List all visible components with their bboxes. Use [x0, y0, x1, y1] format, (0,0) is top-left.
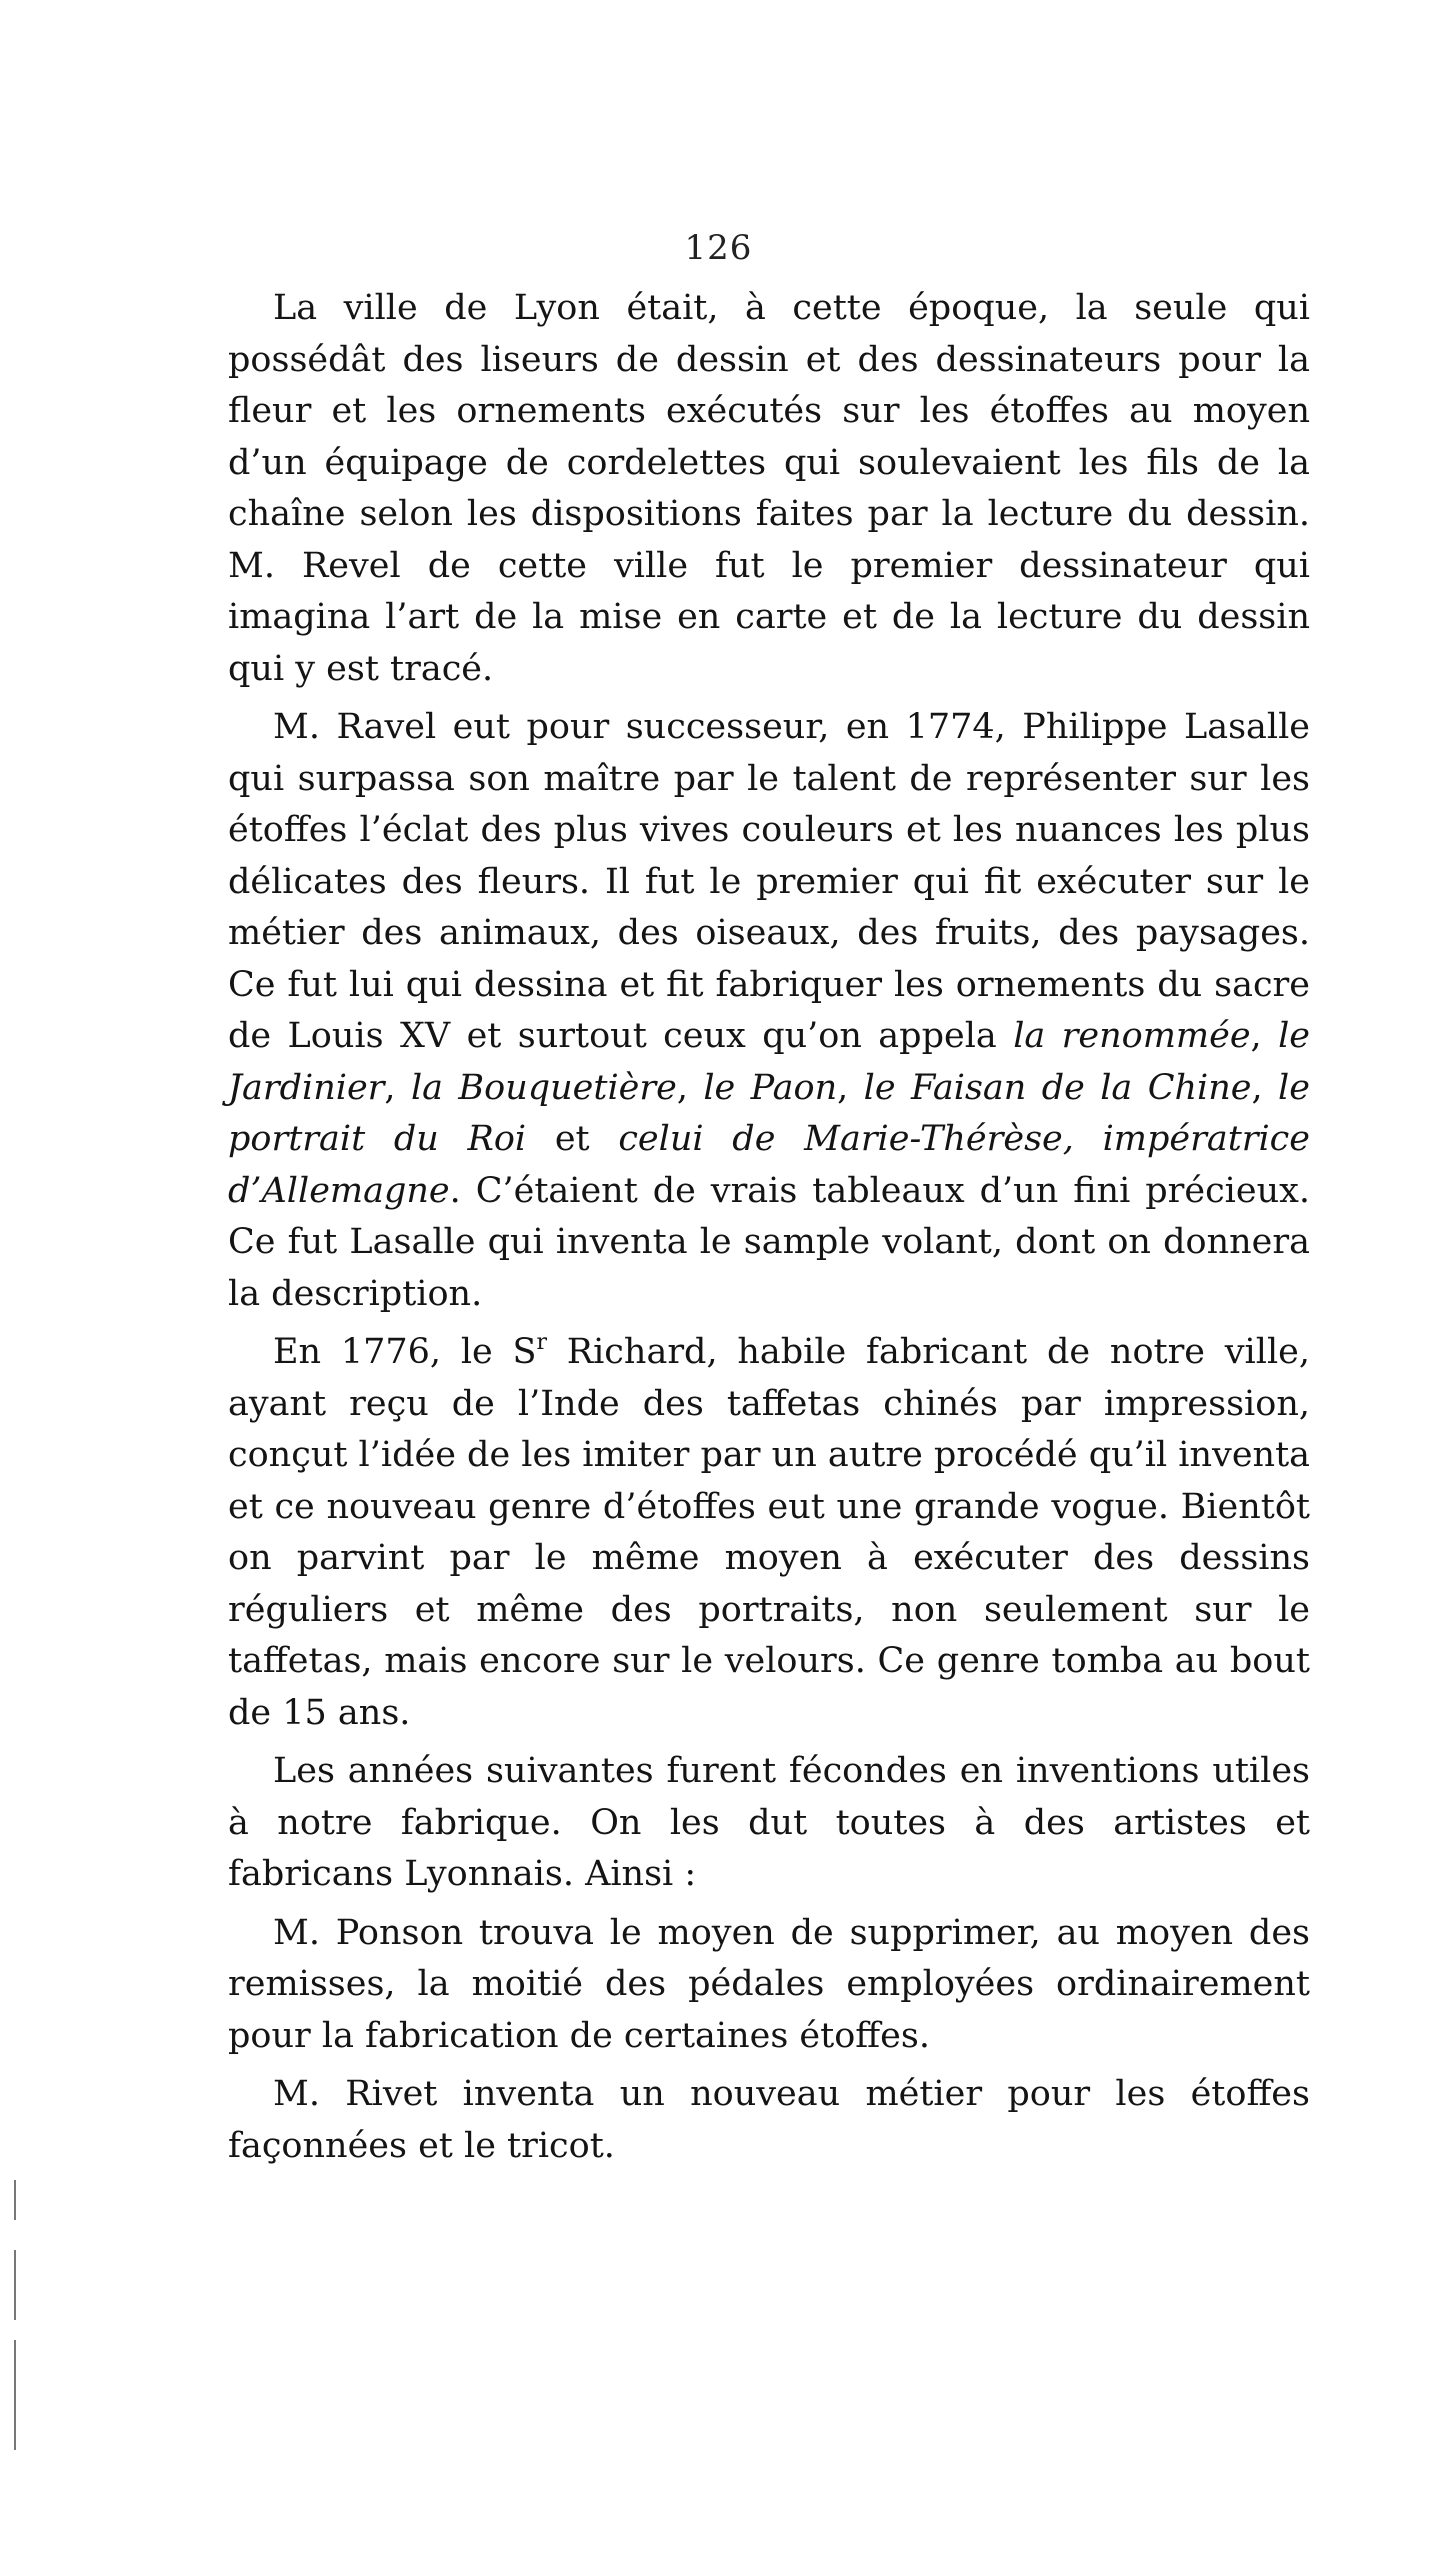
- paragraph: [228, 702, 1310, 1320]
- text-run: Richard, habile fabricant de notre ville, ayant reçu de l’Inde des taffetas chinés par impression, conçut l’idée de les imiter par un autre procédé qu’il inventa et ce nouveau genre d’étoffes eut une grande vogue. Bientôt on parvint par le même moyen à exécuter des dessins réguliers et même des portraits, non seulement sur le taffetas, mais encore sur le velours. Ce genre tomba au bout de 15 ans.: [228, 1332, 1310, 1733]
- italic-text: celui de Marie-Thérèse, impératrice d’Allemagne: [228, 1119, 1310, 1211]
- paragraph: [228, 1908, 1310, 2063]
- text-run: La ville de Lyon était, à cette époque, la seule qui possédât des liseurs de dessin et des dessinateurs pour la fleur et les ornements exécutés sur les étoffes au moyen d’un équipage de cordelettes qui soulevaient les fils de la chaîne selon les dispositions faites par la lecture du dessin. M. Revel de cette ville fut le premier dessinateur qui imagina l’art de la mise en carte et de la lecture du dessin qui y est tracé.: [228, 288, 1310, 689]
- italic-text: la renommée: [1013, 1016, 1251, 1056]
- page-number: 126: [684, 228, 753, 268]
- text-run: ,: [1251, 1067, 1279, 1108]
- text-run: En 1776, le S: [273, 1332, 537, 1372]
- italic-text: la Bouquetière: [410, 1067, 677, 1108]
- text-run: M. Ponson trouva le moyen de supprimer, au moyen des remisses, la moitié des pédales employées ordinairement pour la fabrication de certaines étoffes.: [228, 1912, 1310, 2056]
- text-run: M. Rivet inventa un nouveau métier pour les étoffes façonnées et le tricot.: [228, 2074, 1310, 2166]
- italic-text: le Jardinier: [228, 1016, 1310, 1108]
- text-run: ,: [837, 1067, 864, 1108]
- margin-mark: [14, 2340, 16, 2450]
- text-run: ,: [676, 1067, 704, 1108]
- paragraph: [228, 2069, 1310, 2172]
- text-run: Les années suivantes furent fécondes en inventions utiles à notre fabrique. On les dut toutes à des artistes et fabricans Lyonnais. Ainsi :: [228, 1751, 1310, 1894]
- text-run: . C’étaient de vrais tableaux d’un fini précieux. Ce fut Lasalle qui inventa le sample volant, dont on donnera la description.: [228, 1170, 1310, 1314]
- text-run: ,: [384, 1067, 411, 1108]
- paragraph: [228, 1327, 1310, 1739]
- paragraph: [228, 1746, 1310, 1901]
- text-run: ,: [1250, 1016, 1279, 1056]
- text-run: et: [526, 1119, 619, 1159]
- text-run: M. Ravel eut pour successeur, en 1774, Philippe Lasalle qui surpassa son maître par le talent de représenter sur les étoffes l’éclat des plus vives couleurs et les nuances les plus délicates des fleurs. Il fut le premier qui fit exécuter sur le métier des animaux, des oiseaux, des fruits, des paysages. Ce fut lui qui dessina et fit fabriquer les ornements du sacre de Louis XV et surtout ceux qu’on appela: [228, 707, 1310, 1056]
- paragraph: [228, 283, 1310, 695]
- body-text: [228, 283, 1310, 2179]
- margin-mark: [14, 2250, 16, 2320]
- italic-text: le Faisan de la Chine: [863, 1067, 1252, 1108]
- italic-text: le Paon: [703, 1067, 838, 1108]
- superscript: r: [536, 1330, 547, 1355]
- margin-mark: [14, 2180, 16, 2220]
- italic-text: le portrait du Roi: [228, 1067, 1310, 1159]
